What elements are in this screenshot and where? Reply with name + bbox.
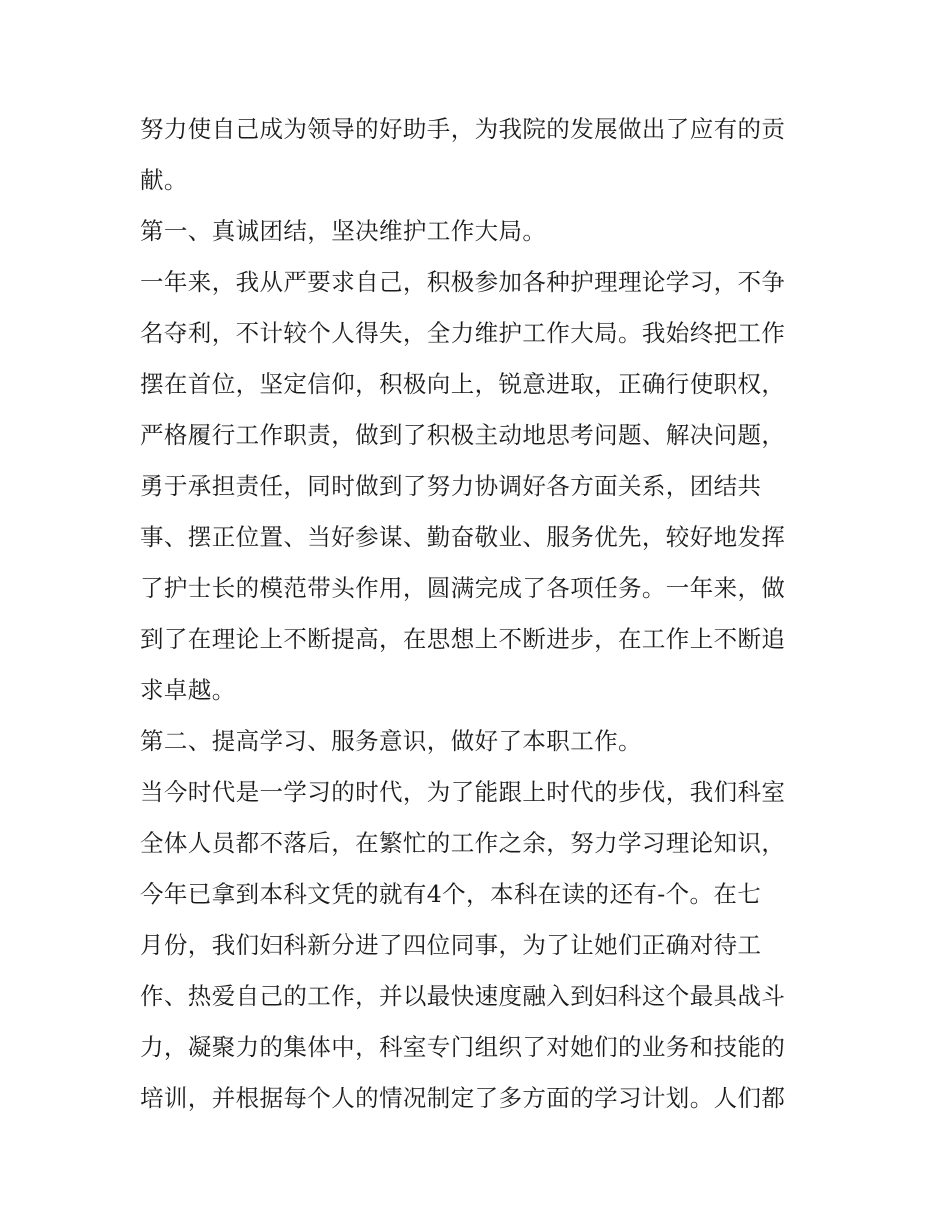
section-heading: 第一、真诚团结，坚决维护工作大局。: [140, 217, 547, 245]
section-heading: 第二、提高学习、服务意识，做好了本职工作。: [140, 727, 642, 755]
text-line: 到了在理论上不断提高，在思想上不断进步，在工作上不断追: [140, 625, 786, 653]
text-line: 当今时代是一学习的时代，为了能跟上时代的步伐，我们科室: [140, 778, 786, 806]
text-line: 作、热爱自己的工作，并以最快速度融入到妇科这个最具战斗: [140, 982, 786, 1010]
text-line: 严格履行工作职责，做到了积极主动地思考问题、解决问题，: [140, 421, 786, 449]
text-line: 事、摆正位置、当好参谋、勤奋敬业、服务优先，较好地发挥: [140, 523, 786, 551]
text-line: 培训，并根据每个人的情况制定了多方面的学习计划。人们都: [140, 1084, 786, 1112]
text-line: 求卓越。: [140, 676, 236, 704]
text-line: 一年来，我从严要求自己，积极参加各种护理理论学习，不争: [140, 268, 786, 296]
text-line: 勇于承担责任，同时做到了努力协调好各方面关系，团结共: [140, 472, 762, 500]
text-line: 献。: [140, 166, 188, 194]
text-line: 摆在首位，坚定信仰，积极向上，锐意进取，正确行使职权，: [140, 370, 786, 398]
document-body: [140, 104, 830, 1124]
text-line: 力，凝聚力的集体中，科室专门组织了对她们的业务和技能的: [140, 1033, 786, 1061]
text-line: 全体人员都不落后，在繁忙的工作之余，努力学习理论知识，: [140, 829, 786, 857]
text-line: 月份，我们妇科新分进了四位同事，为了让她们正确对待工: [140, 931, 762, 959]
text-line: 名夺利，不计较个人得失，全力维护工作大局。我始终把工作: [140, 319, 786, 347]
text-line: 了护士长的模范带头作用，圆满完成了各项任务。一年来，做: [140, 574, 786, 602]
text-line: 今年已拿到本科文凭的就有4个，本科在读的还有-个。在七: [140, 880, 762, 908]
text-line: 努力使自己成为领导的好助手，为我院的发展做出了应有的贡: [140, 115, 786, 143]
